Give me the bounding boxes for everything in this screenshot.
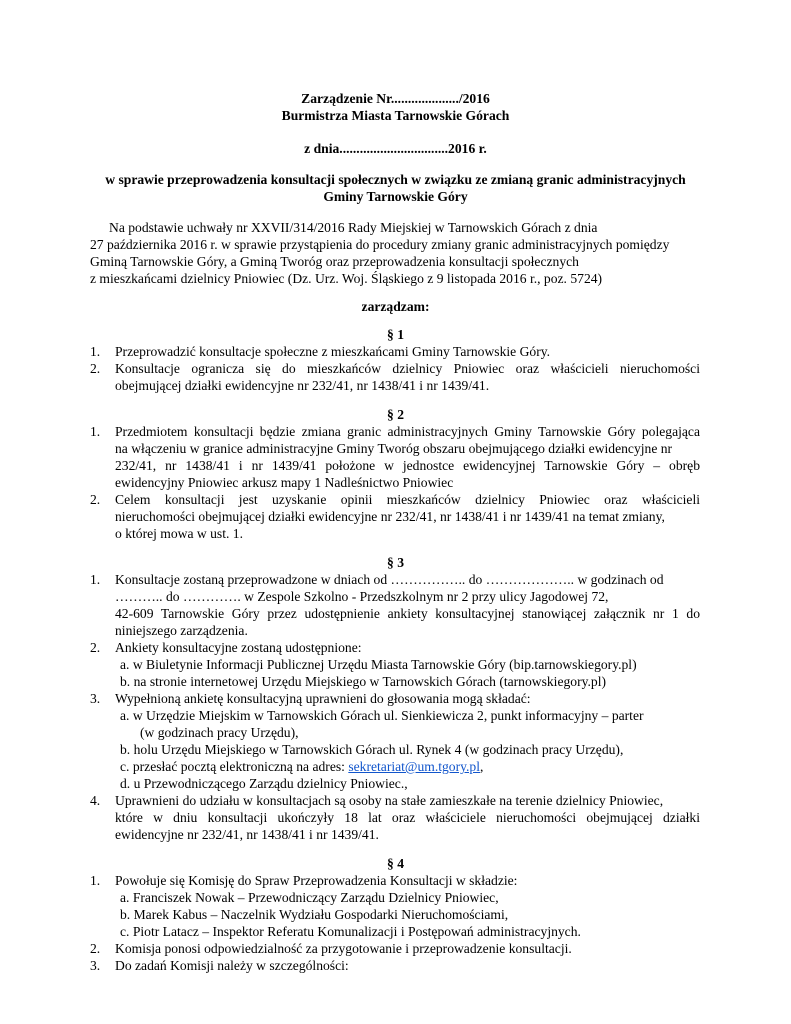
preamble-line: z mieszkańcami dzielnicy Pniowiec (Dz. Urz. Woj. Śląskiego z 9 listopada 2016 r., poz. 5724) [90, 271, 603, 286]
list-item: d. u Przewodniczącego Zarządu dzielnicy Pniowiec., [120, 776, 408, 791]
list-item: (w godzinach pracy Urzędu), [140, 725, 299, 740]
list-number: 1. [90, 424, 101, 439]
paragraph: które w dniu konsultacji ukończyły 18 lat oraz właściciele nieruchomości obejmującej działki [115, 810, 700, 825]
paragraph: ewidencyjny Pniowiec arkusz mapy 1 Nadleśnictwo Pniowiec [115, 475, 454, 490]
list-number: 2. [90, 941, 101, 956]
preamble-line: Na podstawie uchwały nr XXVII/314/2016 Rady Miejskiej w Tarnowskich Górach z dnia [109, 220, 598, 235]
paragraph: Powołuje się Komisję do Spraw Przeprowadzenia Konsultacji w składzie: [115, 873, 518, 888]
email-link[interactable]: sekretariat@um.tgory.pl [348, 759, 481, 774]
document-date: z dnia................................2016 r. [304, 141, 487, 156]
paragraph: Konsultacje ogranicza się do mieszkańców dzielnicy Pniowiec oraz właścicieli nieruchomości [115, 361, 700, 376]
list-number: 2. [90, 361, 101, 376]
paragraph: Konsultacje zostaną przeprowadzone w dniach od …………….. do ……………….. w godzinach od [115, 572, 664, 587]
list-item: a. w Biuletynie Informacji Publicznej Urzędu Miasta Tarnowskie Góry (bip.tarnowskiegory.pl) [120, 657, 637, 672]
paragraph: niniejszego zarządzenia. [115, 623, 248, 638]
paragraph: Uprawnieni do udziału w konsultacjach są osoby na stałe zamieszkałe na terenie dzielnicy Pniowiec, [115, 793, 664, 808]
list-item: c. Piotr Latacz – Inspektor Referatu Komunalizacji i Postępowań administracyjnych. [120, 924, 581, 939]
list-item: b. na stronie internetowej Urzędu Miejskiego w Tarnowskich Górach (tarnowskiegory.pl) [120, 674, 607, 689]
list-item: a. w Urzędzie Miejskim w Tarnowskich Górach ul. Sienkiewicza 2, punkt informacyjny – parter [120, 708, 644, 723]
document-subject-line-1: w sprawie przeprowadzenia konsultacji społecznych w związku ze zmianą granic administracyjnych [105, 172, 686, 187]
paragraph: Ankiety konsultacyjne zostaną udostępnione: [115, 640, 362, 655]
paragraph: Do zadań Komisji należy w szczególności: [115, 958, 349, 973]
section-3-heading: § 3 [387, 555, 404, 570]
paragraph: Przeprowadzić konsultacje społeczne z mieszkańcami Gminy Tarnowskie Góry. [115, 344, 551, 359]
document-subject-line-2: Gminy Tarnowskie Góry [323, 189, 468, 204]
list-item: b. Marek Kabus – Naczelnik Wydziału Gospodarki Nieruchomościami, [120, 907, 509, 922]
paragraph: ……….. do …………. w Zespole Szkolno - Przedszkolnym nr 2 przy ulicy Jagodowej 72, [115, 589, 609, 604]
paragraph: nieruchomości obejmującej działki ewidencyjne nr 232/41, nr 1438/41 i nr 1439/41 na temat zmiany, [115, 509, 665, 524]
paragraph: Wypełnioną ankietę konsultacyjną uprawnieni do głosowania mogą składać: [115, 691, 531, 706]
list-number: 4. [90, 793, 101, 808]
paragraph: 232/41, nr 1438/41 i nr 1439/41 położone w jednostce ewidencyjnej Tarnowskie Góry – obręb [115, 458, 700, 473]
email-label: c. przesłać pocztą elektroniczną na adres: [120, 759, 349, 774]
list-item-email [120, 758, 483, 775]
list-number: 1. [90, 344, 101, 359]
paragraph: Komisja ponosi odpowiedzialność za przygotowanie i przeprowadzenie konsultacji. [115, 941, 572, 956]
paragraph: obejmującej działki ewidencyjne nr 232/41, nr 1438/41 i nr 1439/41. [115, 378, 490, 393]
list-number: 2. [90, 492, 101, 507]
decree-word: zarządzam: [361, 299, 430, 314]
paragraph: o której mowa w ust. 1. [115, 526, 243, 541]
preamble-line: 27 października 2016 r. w sprawie przystąpienia do procedury zmiany granic administracyjnych pomiędzy [90, 237, 670, 252]
list-item: a. Franciszek Nowak – Przewodniczący Zarządu Dzielnicy Pniowiec, [120, 890, 499, 905]
list-number: 3. [90, 691, 101, 706]
email-suffix: , [480, 759, 484, 774]
section-1-heading: § 1 [387, 327, 404, 342]
document-title: Zarządzenie Nr..................../2016 [301, 91, 490, 106]
section-4-heading: § 4 [387, 856, 404, 871]
paragraph: na włączeniu w granice administracyjne Gminy Tworóg obszaru obejmującego działki ewidencyjne nr [115, 441, 673, 456]
section-2-heading: § 2 [387, 407, 404, 422]
document-issuer: Burmistrza Miasta Tarnowskie Górach [281, 108, 510, 123]
paragraph: Przedmiotem konsultacji będzie zmiana granic administracyjnych Gminy Tarnowskie Góry polegająca [115, 424, 700, 439]
paragraph: ewidencyjne nr 232/41, nr 1438/41 i nr 1439/41. [115, 827, 379, 842]
list-number: 1. [90, 572, 101, 587]
paragraph: 42-609 Tarnowskie Góry przez udostępnienie ankiety konsultacyjnej stanowiącej załącznik nr 1 do [115, 606, 700, 621]
list-number: 1. [90, 873, 101, 888]
preamble-line: Gminą Tarnowskie Góry, a Gminą Tworóg oraz przeprowadzenia konsultacji społecznych [90, 254, 579, 269]
list-number: 3. [90, 958, 101, 973]
list-number: 2. [90, 640, 101, 655]
list-item: b. holu Urzędu Miejskiego w Tarnowskich Górach ul. Rynek 4 (w godzinach pracy Urzędu), [120, 742, 624, 757]
paragraph: Celem konsultacji jest uzyskanie opinii mieszkańców dzielnicy Pniowiec oraz właścicieli [115, 492, 700, 507]
